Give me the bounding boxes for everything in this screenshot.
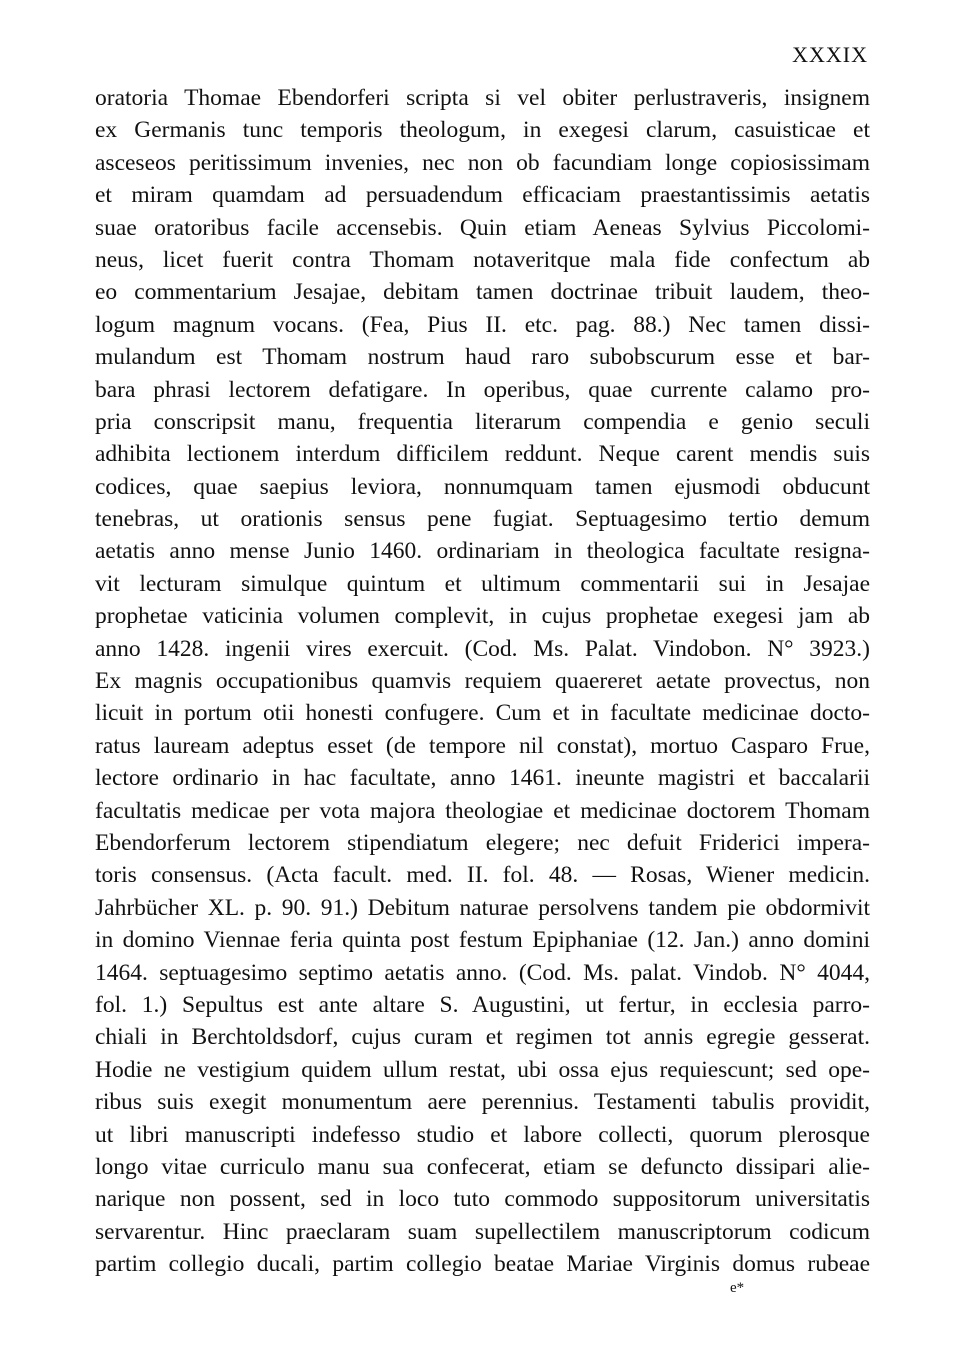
- page-number: XXXIX: [792, 42, 868, 67]
- text-line: suae oratoribus facile accensebis. Quin etiam Aeneas Sylvius Piccolomi-: [95, 214, 870, 241]
- text-line: tenebras, ut orationis sensus pene fugiat. Septuagesimo tertio demum: [95, 506, 870, 533]
- text-line: neus, licet fuerit contra Thomam notaveritque mala fide confectum ab: [95, 246, 870, 273]
- text-line: bara phrasi lectorem defatigare. In operibus, quae currente calamo pro-: [95, 376, 870, 403]
- text-line: toris consensus. (Acta facult. med. II. fol. 48. — Rosas, Wiener medicin.: [95, 862, 870, 889]
- text-line: facultatis medicae per vota majora theologiae et medicinae doctorem Thomam: [95, 797, 870, 824]
- text-line: Hodie ne vestigium quidem ullum restat, ubi ossa ejus requiescunt; sed ope-: [95, 1056, 870, 1083]
- text-line: ut libri manuscripti indefesso studio et labore collecti, quorum plerosque: [95, 1121, 870, 1148]
- text-line: Jahrbücher XL. p. 90. 91.) Debitum naturae persolvens tandem pie obdormivit: [95, 894, 870, 921]
- body-text: [95, 82, 870, 1280]
- text-line: pria conscripsit manu, frequentia literarum compendia e genio seculi: [95, 408, 870, 435]
- signature-mark: e*: [730, 1280, 745, 1296]
- text-line: licuit in portum otii honesti confugere. Cum et in facultate medicinae docto-: [95, 700, 870, 727]
- text-line: narique non possent, sed in loco tuto commodo suppositorum universitatis: [95, 1186, 870, 1213]
- text-line: mulandum est Thomam nostrum haud raro subobscurum esse et bar-: [95, 344, 870, 371]
- text-line: oratoria Thomae Ebendorferi scripta si vel obiter perlustraveris, insignem: [95, 85, 870, 111]
- text-line: 1464. septuagesimo septimo aetatis anno. (Cod. Ms. palat. Vindob. N° 4044,: [95, 959, 870, 986]
- text-line: fol. 1.) Sepultus est ante altare S. Augustini, ut fertur, in ecclesia parro-: [95, 991, 870, 1018]
- text-line: adhibita lectionem interdum difficilem reddunt. Neque carent mendis suis: [95, 441, 870, 468]
- text-line: servarentur. Hinc praeclaram suam supellectilem manuscriptorum codicum: [95, 1218, 870, 1245]
- text-line: et miram quamdam ad persuadendum efficaciam praestantissimis aetatis: [95, 182, 870, 209]
- text-line: chiali in Berchtoldsdorf, cujus curam et regimen tot annis egregie gesserat.: [95, 1024, 870, 1051]
- text-line: lectore ordinario in hac facultate, anno 1461. ineunte magistri et baccalarii: [95, 765, 870, 792]
- text-line: asceseos peritissimum invenies, nec non ob facundiam longe copiosissimam: [95, 149, 870, 176]
- text-line: Ex magnis occupationibus quamvis requiem quaereret aetate provectus, non: [95, 668, 870, 695]
- text-line: prophetae vaticinia volumen complevit, in cujus prophetae exegesi jam ab: [95, 603, 870, 630]
- text-line: ex Germanis tunc temporis theologum, in exegesi clarum, casuisticae et: [95, 117, 870, 144]
- text-line: partim collegio ducali, partim collegio beatae Mariae Virginis domus rubeae: [95, 1251, 870, 1278]
- text-line: ribus suis exegit monumentum aere perennius. Testamenti tabulis providit,: [95, 1089, 870, 1116]
- text-line: vit lecturam simulque quintum et ultimum commentarii sui in Jesajae: [95, 570, 870, 597]
- text-line: anno 1428. ingenii vires exercuit. (Cod. Ms. Palat. Vindobon. N° 3923.): [95, 635, 870, 662]
- text-line: longo vitae curriculo manu sua confecerat, etiam se defuncto dissipari alie-: [95, 1153, 870, 1180]
- text-line: codices, quae saepius leviora, nonnumquam tamen ejusmodi obducunt: [95, 473, 870, 500]
- text-line: aetatis anno mense Junio 1460. ordinariam in theologica facultate resigna-: [95, 538, 870, 565]
- text-line: logum magnum vocans. (Fea, Pius II. etc. pag. 88.) Nec tamen dissi-: [95, 311, 870, 338]
- text-line: in domino Viennae feria quinta post festum Epiphaniae (12. Jan.) anno domini: [95, 927, 870, 954]
- text-line: eo commentarium Jesajae, debitam tamen doctrinae tribuit laudem, theo-: [95, 279, 870, 306]
- text-line: Ebendorferum lectorem stipendiatum elegere; nec defuit Friderici impera-: [95, 829, 870, 856]
- text-line: ratus lauream adeptus esset (de tempore nil constat), mortuo Casparo Frue,: [95, 732, 870, 759]
